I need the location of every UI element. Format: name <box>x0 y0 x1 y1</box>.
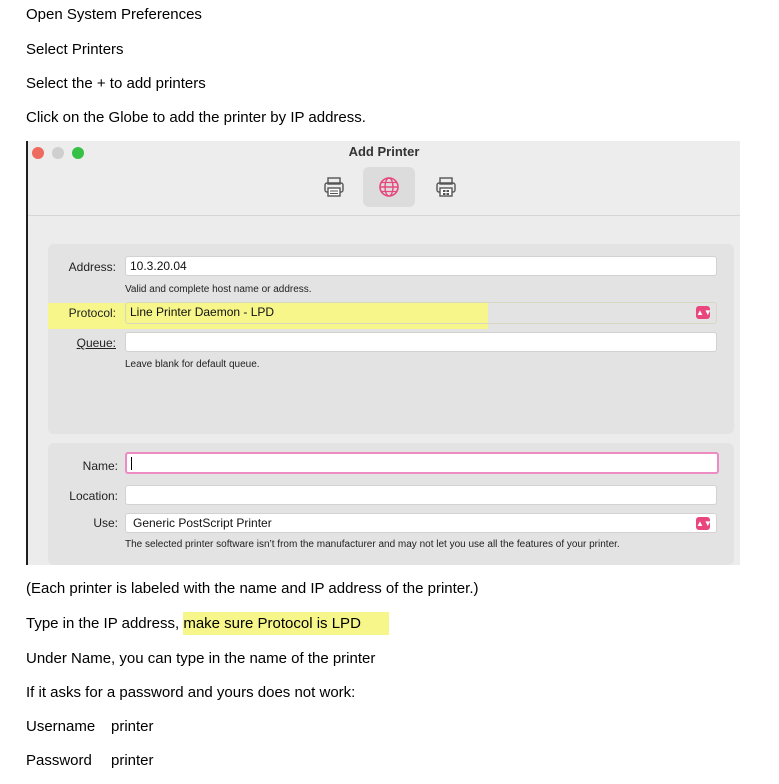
globe-icon <box>378 176 400 198</box>
use-label: Use: <box>93 516 118 530</box>
address-hint: Valid and complete host name or address. <box>125 284 312 295</box>
protocol-label: Protocol: <box>68 306 116 320</box>
type-ip-note <box>26 615 389 633</box>
ip-printer-tab[interactable] <box>363 167 415 207</box>
title-bar <box>28 141 740 217</box>
default-printer-tab[interactable] <box>308 167 360 207</box>
step-open-system-preferences: Open System Preferences <box>26 6 202 23</box>
type-ip-prefix: Type in the IP address, <box>26 615 184 632</box>
location-label: Location: <box>69 489 118 503</box>
windows-printer-icon <box>435 177 457 197</box>
step-add-printers: Select the + to add printers <box>26 75 206 92</box>
use-value: Generic PostScript Printer <box>133 516 272 530</box>
protocol-value: Line Printer Daemon - LPD <box>130 305 275 319</box>
username-value: printer <box>111 718 154 735</box>
window-title: Add Printer <box>348 144 420 159</box>
default-printer-icon <box>323 177 345 197</box>
protocol-lpd-highlight: make sure Protocol is LPD <box>183 612 389 635</box>
password-label: Password <box>26 752 92 769</box>
address-label: Address: <box>68 260 116 274</box>
name-label: Name: <box>82 459 118 473</box>
address-field[interactable]: 10.3.20.04 <box>125 256 717 276</box>
password-value: printer <box>111 752 154 769</box>
label-note: (Each printer is labeled with the name and IP address of the printer.) <box>26 580 479 597</box>
location-field[interactable] <box>125 485 717 505</box>
step-click-globe: Click on the Globe to add the printer by IP address. <box>26 109 366 126</box>
toolbar-divider <box>28 215 740 216</box>
password-line <box>26 752 154 770</box>
use-hint: The selected printer software isn’t from the manufacturer and may not let you use all the features of your printer. <box>125 539 620 550</box>
text-cursor <box>131 457 132 470</box>
protocol-select[interactable] <box>125 302 717 324</box>
windows-printer-tab[interactable] <box>420 167 472 207</box>
use-select[interactable] <box>125 513 717 533</box>
add-printer-window <box>26 141 740 565</box>
password-note: If it asks for a password and yours does not work: <box>26 684 356 701</box>
name-field[interactable] <box>125 452 719 474</box>
queue-field[interactable] <box>125 332 717 352</box>
name-note: Under Name, you can type in the name of the printer <box>26 650 376 667</box>
updown-chevron-icon: ▲▼ <box>696 308 712 317</box>
updown-chevron-icon: ▲▼ <box>696 519 712 528</box>
username-label: Username <box>26 718 96 735</box>
queue-hint: Leave blank for default queue. <box>125 359 260 370</box>
username-line <box>26 718 154 736</box>
queue-label: Queue: <box>76 336 116 350</box>
step-select-printers: Select Printers <box>26 41 124 58</box>
